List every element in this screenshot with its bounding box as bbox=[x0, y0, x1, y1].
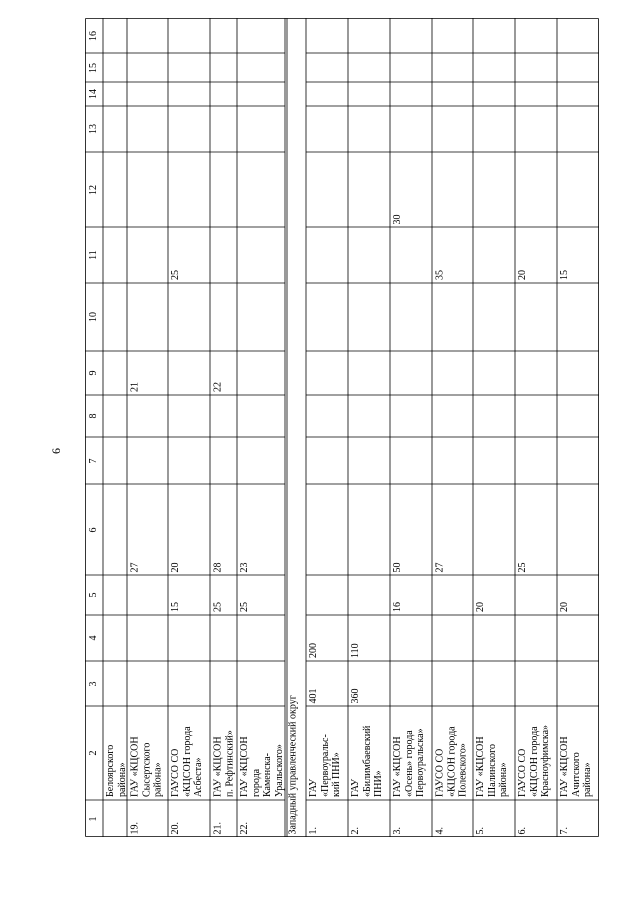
row-number bbox=[237, 800, 285, 837]
header-cell-7-text: 7 bbox=[88, 458, 100, 463]
row-number bbox=[103, 800, 127, 837]
header-cell-6-text: 6 bbox=[88, 527, 100, 532]
header-cell-15 bbox=[85, 53, 103, 82]
header-cell-16 bbox=[85, 18, 103, 53]
header-cell-6 bbox=[85, 484, 103, 575]
value-col-11 bbox=[557, 227, 599, 283]
header-cell-12 bbox=[85, 152, 103, 227]
row-number bbox=[127, 800, 168, 837]
value-col-4-text: 200 bbox=[308, 643, 319, 658]
value-col-12-text: 30 bbox=[392, 214, 403, 224]
header-cell-10 bbox=[85, 283, 103, 351]
value-col-9-text: 22 bbox=[212, 382, 223, 392]
value-col-6 bbox=[210, 484, 237, 575]
value-col-5-text: 15 bbox=[170, 602, 181, 612]
header-cell-15-text: 15 bbox=[88, 62, 100, 73]
header-cell-3-text: 3 bbox=[88, 681, 100, 686]
row-number-text: 19. bbox=[129, 821, 140, 834]
row-number-text: 5. bbox=[475, 826, 486, 834]
value-col-3 bbox=[306, 661, 348, 706]
row-number-text: 4. bbox=[434, 826, 445, 834]
organization-name-text: ГАУ «КЦСОН города Каменска- Уральского» bbox=[239, 736, 285, 797]
header-cell-2 bbox=[85, 706, 103, 800]
organization-name bbox=[348, 706, 390, 800]
header-cell-9-text: 9 bbox=[88, 370, 100, 376]
row-number bbox=[473, 800, 515, 837]
organization-name-text: ГАУСО СО «КЦСОН города Красноуфимска» bbox=[517, 724, 551, 797]
header-cell-12-text: 12 bbox=[88, 184, 100, 195]
row-number bbox=[210, 800, 237, 837]
section-title bbox=[285, 18, 306, 837]
value-col-6 bbox=[432, 484, 473, 575]
value-col-3-text: 360 bbox=[350, 688, 361, 703]
header-cell-5-text: 5 bbox=[88, 592, 100, 598]
organization-name bbox=[168, 706, 210, 800]
header-cell-7 bbox=[85, 437, 103, 484]
value-col-6-text: 50 bbox=[392, 562, 403, 572]
value-col-5-text: 20 bbox=[475, 602, 486, 612]
header-cell-4 bbox=[85, 615, 103, 661]
value-col-5 bbox=[473, 575, 515, 615]
value-col-6 bbox=[237, 484, 285, 575]
organization-name-text: ГАУ «КЦСОН Шалинского района» bbox=[475, 736, 509, 797]
value-col-6-text: 27 bbox=[434, 562, 445, 572]
organization-name bbox=[103, 706, 127, 800]
value-col-11 bbox=[515, 227, 557, 283]
header-cell-3 bbox=[85, 661, 103, 706]
value-col-4 bbox=[306, 615, 348, 661]
page-number: 6 bbox=[49, 448, 63, 454]
value-col-4 bbox=[348, 615, 390, 661]
value-col-5 bbox=[168, 575, 210, 615]
value-col-11 bbox=[432, 227, 473, 283]
value-col-3 bbox=[348, 661, 390, 706]
value-col-11-text: 20 bbox=[517, 270, 528, 280]
organization-name bbox=[210, 706, 237, 800]
value-col-5 bbox=[237, 575, 285, 615]
value-col-6 bbox=[390, 484, 432, 575]
value-col-6-text: 28 bbox=[212, 562, 223, 572]
organization-name bbox=[306, 706, 348, 800]
organization-name bbox=[237, 706, 285, 800]
row-number bbox=[348, 800, 390, 837]
row-number bbox=[432, 800, 473, 837]
organization-name-text: Белоярского района» bbox=[105, 744, 127, 797]
organization-name-text: ГАУ «КЦСОН «Осень» города Первоуральска» bbox=[392, 728, 426, 797]
row-number-text: 22. bbox=[239, 821, 250, 834]
value-col-6-text: 25 bbox=[517, 562, 528, 572]
value-col-5 bbox=[210, 575, 237, 615]
organization-name bbox=[515, 706, 557, 800]
header-cell-8-text: 8 bbox=[88, 413, 100, 419]
value-col-9 bbox=[127, 351, 168, 395]
value-col-5-text: 25 bbox=[212, 602, 223, 612]
header-cell-16-text: 16 bbox=[88, 30, 100, 41]
header-cell-13-text: 13 bbox=[88, 124, 100, 134]
row-number-text: 21. bbox=[212, 821, 223, 834]
organization-name bbox=[390, 706, 432, 800]
header-cell-1 bbox=[85, 800, 103, 837]
row-number-text: 1. bbox=[308, 826, 319, 834]
row-number-text: 7. bbox=[559, 826, 570, 834]
section-title-text: Западный управленческий округ bbox=[287, 694, 298, 834]
header-cell-9 bbox=[85, 351, 103, 395]
row-number bbox=[557, 800, 599, 837]
header-cell-8 bbox=[85, 395, 103, 437]
row-number-text: 3. bbox=[392, 826, 403, 834]
header-cell-5 bbox=[85, 575, 103, 615]
header-cell-1-text: 1 bbox=[88, 816, 100, 821]
value-col-6 bbox=[168, 484, 210, 575]
value-col-5 bbox=[557, 575, 599, 615]
row-number bbox=[168, 800, 210, 837]
row-number-text bbox=[103, 831, 107, 837]
organization-name-text: ГАУ «Первоуральс- кий ПНИ» bbox=[308, 734, 342, 797]
header-cell-2-text: 2 bbox=[88, 750, 100, 756]
value-col-11 bbox=[168, 227, 210, 283]
organization-name-text: ГАУ «Билимбаевский ПНИ» bbox=[350, 725, 384, 797]
organization-name-text: ГАУ «КЦСОН Сысертского района» bbox=[129, 736, 163, 797]
value-col-5-text: 16 bbox=[392, 602, 403, 612]
value-col-6 bbox=[515, 484, 557, 575]
value-col-3-text: 401 bbox=[308, 688, 319, 703]
value-col-5 bbox=[390, 575, 432, 615]
organization-name-text: ГАУ «КЦСОН п. Рефтинский» bbox=[212, 730, 235, 797]
value-col-9 bbox=[210, 351, 237, 395]
header-cell-14 bbox=[85, 82, 103, 106]
row-number-text: 2. bbox=[350, 826, 361, 834]
header-cell-11-text: 11 bbox=[88, 250, 100, 260]
header-cell-11 bbox=[85, 227, 103, 283]
header-cell-13 bbox=[85, 106, 103, 152]
value-col-12 bbox=[390, 152, 432, 227]
organization-name bbox=[473, 706, 515, 800]
organization-name-text: ГАУ «КЦСОН Ачитского района» bbox=[559, 736, 593, 797]
row-number-text: 6. bbox=[517, 826, 528, 834]
header-cell-14-text: 14 bbox=[88, 89, 100, 99]
row-number-text: 20. bbox=[170, 821, 181, 834]
value-col-6-text: 27 bbox=[129, 562, 140, 572]
rotated-data-table bbox=[85, 18, 599, 837]
organization-name bbox=[432, 706, 473, 800]
value-col-5-text: 25 bbox=[239, 602, 250, 612]
value-col-6 bbox=[127, 484, 168, 575]
header-cell-10-text: 10 bbox=[88, 312, 100, 322]
value-col-11-text: 25 bbox=[170, 270, 181, 280]
organization-name-text: ГАУСО СО «КЦСОН города Асбеста» bbox=[170, 726, 204, 797]
value-col-11-text: 15 bbox=[559, 270, 570, 280]
row-number bbox=[306, 800, 348, 837]
value-col-9-text: 21 bbox=[129, 382, 140, 392]
header-cell-4-text: 4 bbox=[88, 635, 100, 641]
organization-name bbox=[127, 706, 168, 800]
value-col-4-text: 110 bbox=[350, 643, 361, 658]
organization-name-text: ГАУСО СО «КЦСОН города Полевского» bbox=[434, 726, 468, 797]
value-col-6-text: 23 bbox=[239, 562, 250, 572]
value-col-11-text: 35 bbox=[434, 270, 445, 280]
value-col-6-text: 20 bbox=[170, 562, 181, 572]
value-col-5-text: 20 bbox=[559, 602, 570, 612]
organization-name bbox=[557, 706, 599, 800]
row-number bbox=[390, 800, 432, 837]
row-number bbox=[515, 800, 557, 837]
